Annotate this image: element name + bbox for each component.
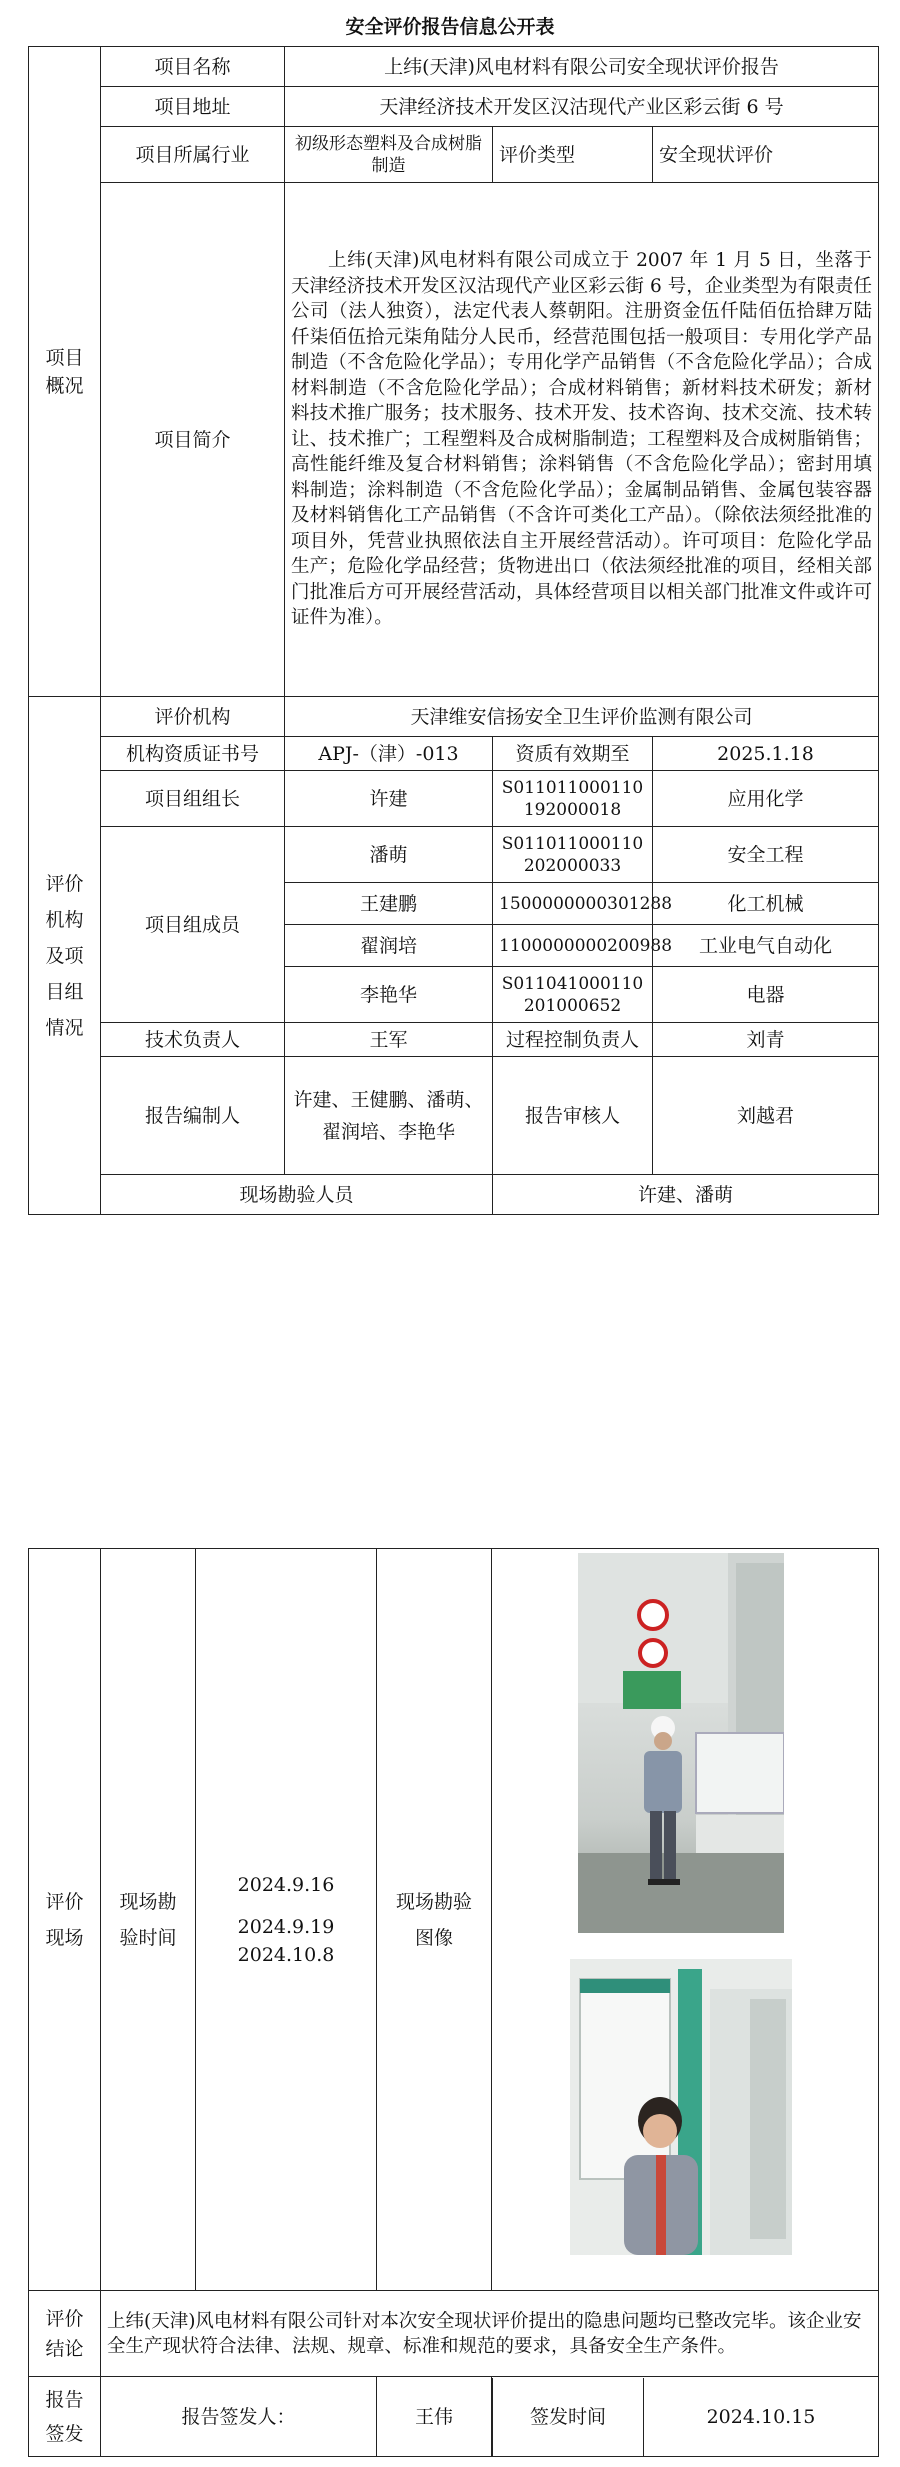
person-name: 许建	[285, 771, 493, 827]
issue-label: 报告 签发	[29, 2377, 101, 2457]
conclusion-text: 上纬(天津)风电材料有限公司针对本次安全现状评价提出的隐患问题均已整改完毕。该企业安全生产现状符合法律、法规、规章、标准和规范的要求，具备安全生产条件。	[101, 2291, 879, 2377]
reviewer-value: 刘越君	[653, 1057, 879, 1175]
survey-label: 现场勘验人员	[101, 1175, 493, 1215]
person-cert: 1100000000200988	[493, 925, 653, 967]
industry-value: 初级形态塑料及合成树脂制造	[285, 127, 493, 183]
project-name-value: 上纬(天津)风电材料有限公司安全现状评价报告	[285, 47, 879, 87]
survey-dates	[196, 1549, 377, 2291]
signer-label: 报告签发人：	[101, 2377, 377, 2457]
person-cert: S011011000110192000018	[493, 771, 653, 827]
person-name: 翟润培	[285, 925, 493, 967]
site-photo-1-image	[578, 1553, 784, 1933]
authors-label: 报告编制人	[101, 1057, 285, 1175]
members-label: 项目组成员	[101, 827, 285, 1023]
valid-value: 2025.1.18	[653, 737, 879, 771]
person-cert: S011011000110202000033	[493, 827, 653, 883]
industry-label: 项目所属行业	[101, 127, 285, 183]
survey-image-label: 现场勘验 图像	[377, 1549, 492, 2291]
section-overview: 项目 概况	[29, 47, 101, 697]
agency-value: 天津维安信扬安全卫生评价监测有限公司	[285, 697, 879, 737]
section-org: 评价 机构 及项 目组 情况	[29, 697, 101, 1215]
person-field: 安全工程	[653, 827, 879, 883]
survey-date: 2024.10.8	[237, 1943, 335, 1966]
person-field: 工业电气自动化	[653, 925, 879, 967]
authors-value: 许建、王健鹏、潘萌、翟润培、李艳华	[285, 1057, 493, 1175]
person-name: 李艳华	[285, 967, 493, 1023]
intro-cell	[285, 183, 879, 697]
person-field: 化工机械	[653, 883, 879, 925]
info-table-top	[28, 46, 879, 1215]
reviewer-label: 报告审核人	[493, 1057, 653, 1175]
survey-date: 2024.9.16	[237, 1873, 335, 1896]
survey-date: 2024.9.19	[237, 1915, 335, 1938]
person-field: 应用化学	[653, 771, 879, 827]
leader-label: 项目组组长	[101, 771, 285, 827]
page-title: 安全评价报告信息公开表	[345, 16, 555, 38]
survey-images	[492, 1549, 879, 2291]
site-photo-2	[570, 1959, 792, 2255]
intro-text: 上纬(天津)风电材料有限公司成立于 2007 年 1 月 5 日，坐落于天津经济技术开发区汉沽现代产业区彩云街 6 号，企业类型为有限责任公司（法人独资），法定代表人蔡朝阳。注册资金伍仟陆佰伍拾肆万陆仟柒佰伍拾元柒角陆分人民币，经营范围包括一般项目：专用化学产品制造（不含危险化学品）；专用化学产品销售（不含危险化学品）；合成材料制造（不含危险化学品）；合成材料销售；新材料技术研发；新材料技术推广服务；技术服务、技术开发、技术咨询、技术交流、技术转让、技术推广；工程塑料及合成树脂制造；工程塑料及合成树脂销售；高性能纤维及复合材料销售；涂料销售（不含危险化学品）；密封用填料制造；涂料制造（不含危险化学品）；金属制品销售、金属包装容器及材料销售化工产品销售（不含许可类化工产品）。（除依法须经批准的项目外，凭营业执照依法自主开展经营活动）。许可项目：危险化学品生产；危险化学品经营；货物进出口（依法须经批准的项目，经相关部门批准后方可开展经营活动，具体经营项目以相关部门批准文件或许可证件为准）。	[291, 250, 873, 629]
issue-time-value: 2024.10.15	[706, 2405, 816, 2428]
signer-value: 王伟	[377, 2377, 492, 2457]
site-photo-2-image	[570, 1959, 792, 2255]
site-photo-1	[578, 1553, 784, 1933]
person-field: 电器	[653, 967, 879, 1023]
info-table-bottom	[28, 1548, 879, 2457]
issue-time-cell	[492, 2377, 879, 2457]
intro-label: 项目简介	[101, 183, 285, 697]
valid-label: 资质有效期至	[493, 737, 653, 771]
person-cert: 1500000000301288	[493, 883, 653, 925]
project-address-value: 天津经济技术开发区汉沽现代产业区彩云街 6 号	[285, 87, 879, 127]
tech-lead-label: 技术负责人	[101, 1023, 285, 1057]
project-name-label: 项目名称	[101, 47, 285, 87]
person-name: 潘萌	[285, 827, 493, 883]
cert-value: APJ-（津）-013	[285, 737, 493, 771]
process-value: 刘青	[653, 1023, 879, 1057]
person-name: 王建鹏	[285, 883, 493, 925]
agency-label: 评价机构	[101, 697, 285, 737]
section-site: 评价 现场	[29, 1549, 101, 2291]
project-address-label: 项目地址	[101, 87, 285, 127]
survey-value: 许建、潘萌	[493, 1175, 879, 1215]
tech-lead-value: 王军	[285, 1023, 493, 1057]
survey-time-label: 现场勘 验时间	[101, 1549, 196, 2291]
process-label: 过程控制负责人	[493, 1023, 653, 1057]
eval-type-label: 评价类型	[493, 127, 653, 183]
person-cert: S011041000110201000652	[493, 967, 653, 1023]
issue-time-label: 签发时间	[492, 2378, 644, 2456]
eval-type-value: 安全现状评价	[653, 127, 879, 183]
cert-label: 机构资质证书号	[101, 737, 285, 771]
conclusion-label: 评价 结论	[29, 2291, 101, 2377]
